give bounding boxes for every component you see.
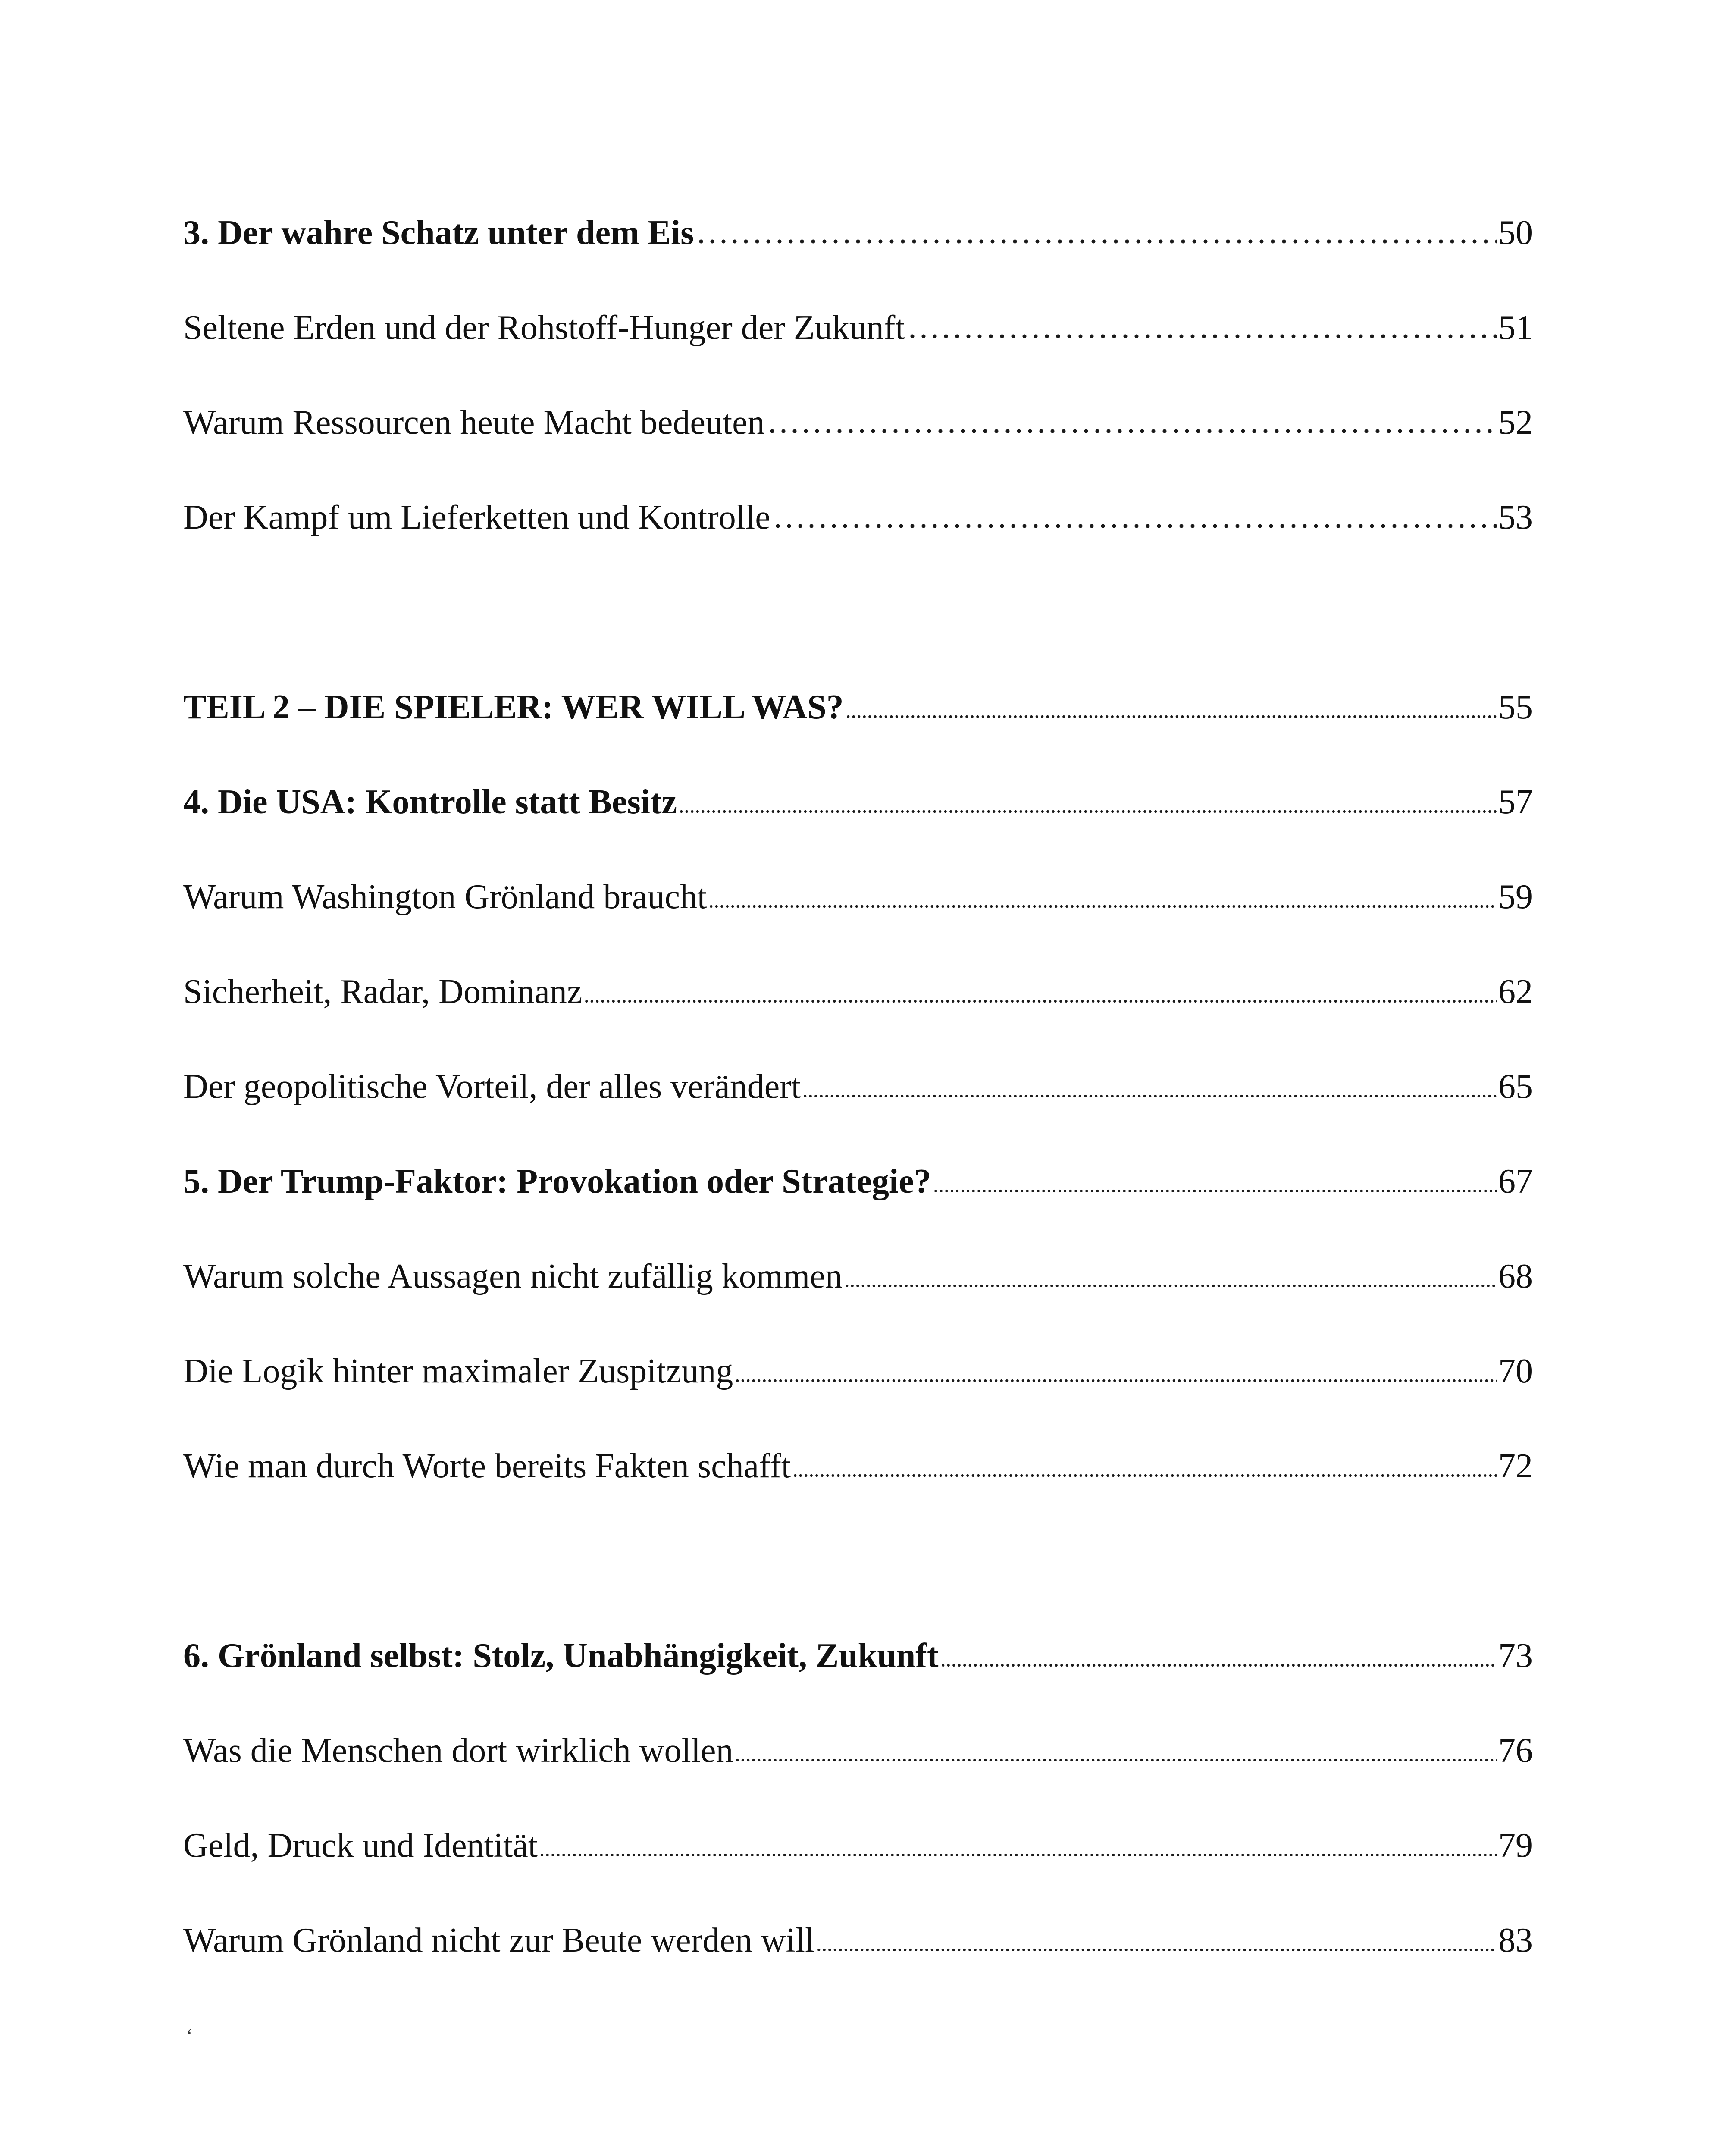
toc-entry-page: 51 [1498, 309, 1533, 347]
toc-entry-page: 55 [1498, 688, 1533, 726]
toc-leader [846, 682, 1497, 730]
toc-entry-page: 83 [1498, 1921, 1533, 1959]
toc-leader [802, 1062, 1497, 1109]
toc-entry-page: 70 [1498, 1352, 1533, 1390]
toc-entry[interactable] [183, 1726, 1533, 1773]
toc-entry-title: 3. Der wahre Schatz unter dem Eis [183, 214, 694, 252]
toc-leader [584, 967, 1497, 1014]
toc-entry-page: 62 [1498, 973, 1533, 1011]
toc-entry[interactable] [183, 492, 1533, 540]
toc-entry-title: Der geopolitische Vorteil, der alles verändert [183, 1068, 801, 1106]
toc-leader [735, 1726, 1497, 1773]
toc-entry-page: 72 [1498, 1447, 1533, 1485]
toc-leader [708, 872, 1497, 919]
toc-entry-title: Wie man durch Worte bereits Fakten schafft [183, 1447, 791, 1485]
toc-leader [940, 1631, 1497, 1678]
toc-entry[interactable] [183, 1821, 1533, 1868]
toc-entry[interactable] [183, 1062, 1533, 1109]
toc-entry-title: Sicherheit, Radar, Dominanz [183, 973, 583, 1011]
toc-entry[interactable] [183, 682, 1533, 730]
toc-entry-page: 52 [1498, 404, 1533, 442]
toc-entry-title: Warum Ressourcen heute Macht bedeuten [183, 404, 765, 442]
toc-entry-page: 79 [1498, 1827, 1533, 1865]
toc-entry-title: Die Logik hinter maximaler Zuspitzung [183, 1352, 733, 1390]
toc-entry[interactable] [183, 1156, 1533, 1204]
toc-leader [679, 777, 1497, 824]
toc-leader [695, 208, 1497, 255]
toc-entry-title: Was die Menschen dort wirklich wollen [183, 1732, 733, 1770]
toc-leader [844, 1251, 1497, 1299]
toc-entry[interactable] [183, 872, 1533, 919]
toc-leader [792, 1441, 1497, 1489]
toc-leader [539, 1821, 1497, 1868]
toc-leader [767, 398, 1497, 445]
toc-leader [735, 1346, 1497, 1394]
toc-leader [816, 1915, 1497, 1963]
toc-entry-title: 5. Der Trump-Faktor: Provokation oder Strategie? [183, 1163, 931, 1200]
stray-mark: ‘ [186, 2025, 193, 2046]
toc-entry-page: 57 [1498, 783, 1533, 821]
toc-entry-page: 68 [1498, 1257, 1533, 1295]
toc-entry-title: Warum solche Aussagen nicht zufällig kommen [183, 1257, 843, 1295]
toc-entry-page: 50 [1498, 214, 1533, 252]
toc-entry-page: 65 [1498, 1068, 1533, 1106]
toc-entry-title: 4. Die USA: Kontrolle statt Besitz [183, 783, 677, 821]
toc-entry[interactable] [183, 1631, 1533, 1678]
toc-entry[interactable] [183, 303, 1533, 350]
toc-entry-title: Warum Washington Grönland braucht [183, 878, 707, 916]
toc-entry-page: 67 [1498, 1163, 1533, 1200]
toc-entry-page: 76 [1498, 1732, 1533, 1770]
toc-entry[interactable] [183, 208, 1533, 255]
toc-entry-title: 6. Grönland selbst: Stolz, Unabhängigkeit, Zukunft [183, 1637, 939, 1675]
toc-entry[interactable] [183, 967, 1533, 1014]
toc-entry-title: Geld, Druck und Identität [183, 1827, 538, 1865]
toc-entry-page: 53 [1498, 498, 1533, 536]
toc-entry-title: Der Kampf um Lieferketten und Kontrolle [183, 498, 770, 536]
toc-entry[interactable] [183, 1915, 1533, 1963]
toc-entry[interactable] [183, 398, 1533, 445]
toc-entry[interactable] [183, 1441, 1533, 1489]
toc-leader [933, 1156, 1497, 1204]
toc-entry-title: TEIL 2 – DIE SPIELER: WER WILL WAS? [183, 688, 844, 726]
toc-entry-page: 59 [1498, 878, 1533, 916]
toc-entry-title: Warum Grönland nicht zur Beute werden will [183, 1921, 815, 1959]
toc-entry[interactable] [183, 1251, 1533, 1299]
toc-leader [772, 492, 1497, 540]
toc-entry[interactable] [183, 777, 1533, 824]
toc-entry[interactable] [183, 1346, 1533, 1394]
toc-leader [907, 303, 1497, 350]
toc-entry-page: 73 [1498, 1637, 1533, 1675]
toc-entry-title: Seltene Erden und der Rohstoff-Hunger der Zukunft [183, 309, 905, 347]
